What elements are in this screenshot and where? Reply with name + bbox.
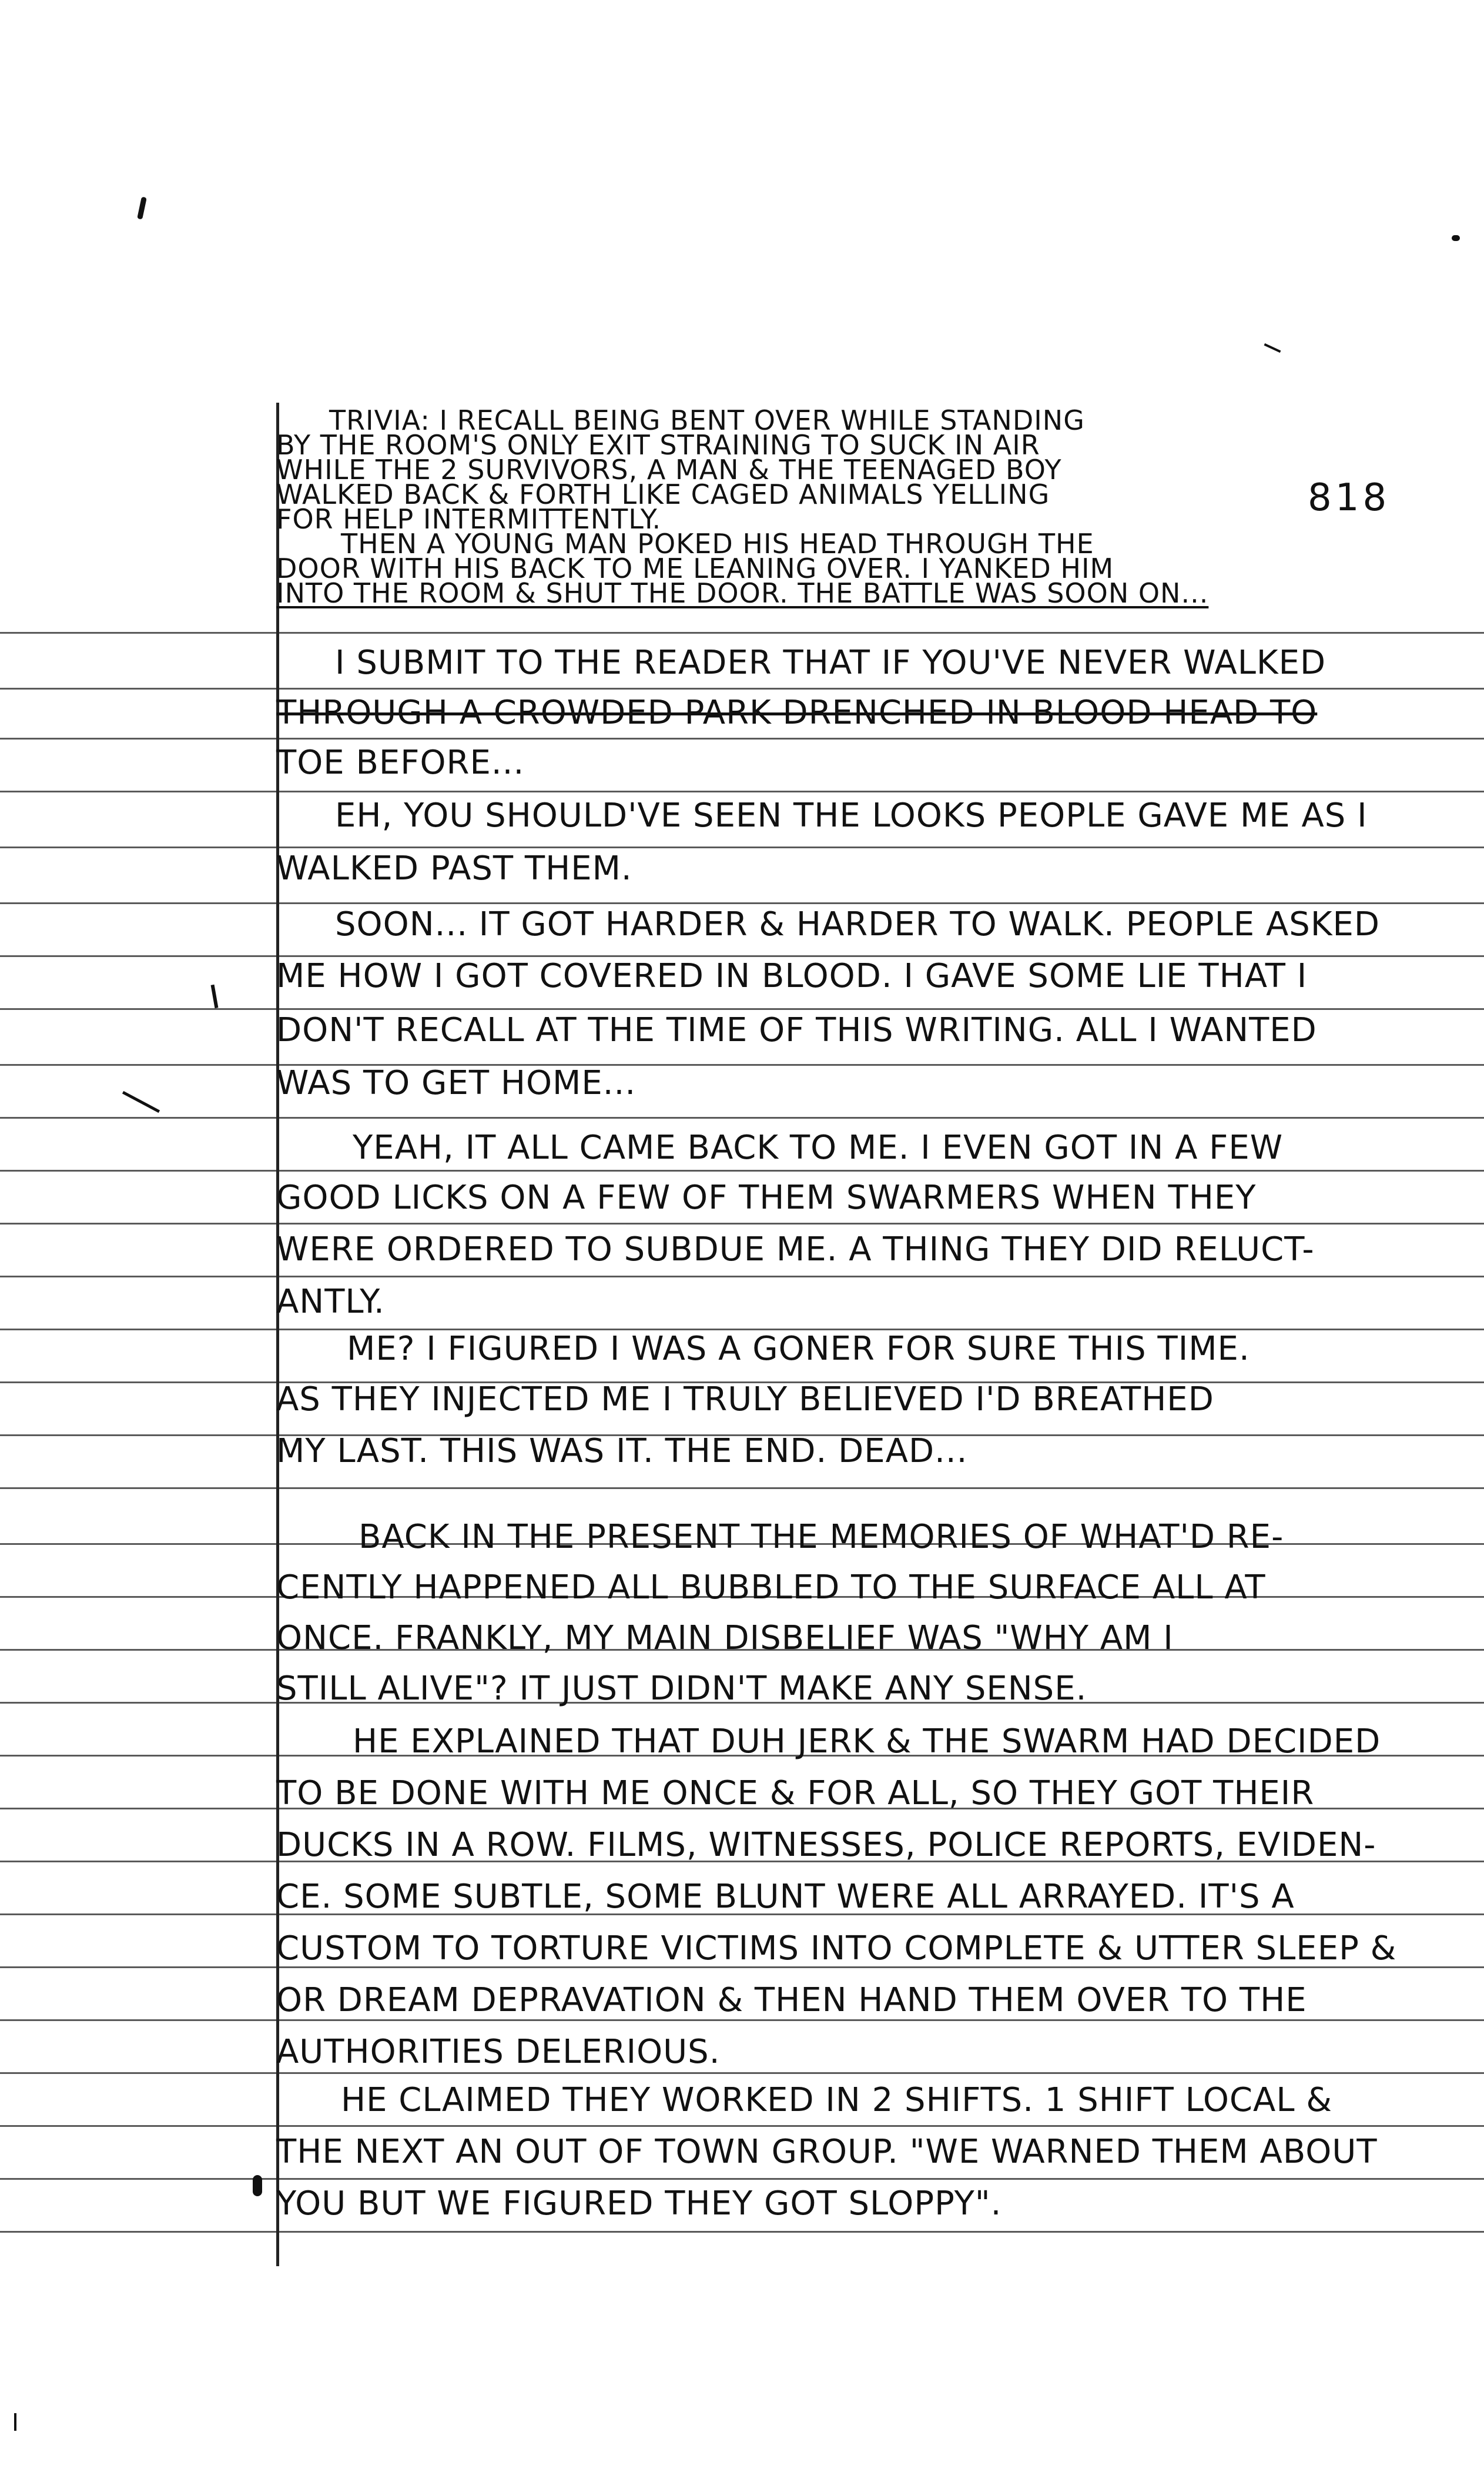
text-line: HE CLAIMED THEY WORKED IN 2 SHIFTS. 1 SHIFT LOCAL & <box>341 2081 1333 2119</box>
text-line: ME? I FIGURED I WAS A GONER FOR SURE THIS TIME. <box>347 1330 1250 1368</box>
text-line: EH, YOU SHOULD'VE SEEN THE LOOKS PEOPLE GAVE ME AS I <box>335 797 1368 835</box>
text-line: CENTLY HAPPENED ALL BUBBLED TO THE SURFACE ALL AT <box>276 1568 1266 1607</box>
ink-speck <box>137 196 147 219</box>
text-line: DUCKS IN A ROW. FILMS, WITNESSES, POLICE REPORTS, EVIDEN- <box>276 1826 1376 1864</box>
ink-speck <box>211 985 219 1008</box>
text-line: CE. SOME SUBTLE, SOME BLUNT WERE ALL ARRAYED. IT'S A <box>276 1878 1295 1916</box>
text-line: TOE BEFORE... <box>276 744 525 782</box>
note-line: DOOR WITH HIS BACK TO ME LEANING OVER. I YANKED HIM <box>276 553 1114 584</box>
ink-speck <box>14 2413 16 2431</box>
ruled-line <box>0 902 1484 904</box>
text-line: CUSTOM TO TORTURE VICTIMS INTO COMPLETE & UTTER SLEEP & <box>276 1929 1397 1968</box>
text-line: DON'T RECALL AT THE TIME OF THIS WRITING. ALL I WANTED <box>276 1011 1317 1049</box>
ruled-line <box>0 632 1484 634</box>
ruled-line <box>0 1223 1484 1225</box>
ruled-line <box>0 847 1484 848</box>
ruled-line <box>0 2072 1484 2074</box>
text-line: YOU BUT WE FIGURED THEY GOT SLOPPY". <box>276 2184 1002 2223</box>
ruled-line <box>0 1117 1484 1119</box>
text-line: MY LAST. THIS WAS IT. THE END. DEAD... <box>276 1432 968 1470</box>
text-line: WAS TO GET HOME... <box>276 1064 637 1102</box>
text-line: THROUGH A CROWDED PARK DRENCHED IN BLOOD HEAD TO <box>276 694 1318 732</box>
note-line: THEN A YOUNG MAN POKED HIS HEAD THROUGH THE <box>341 528 1094 560</box>
text-line: STILL ALIVE"? IT JUST DIDN'T MAKE ANY SENSE. <box>276 1670 1087 1708</box>
text-line: WALKED PAST THEM. <box>276 849 632 888</box>
ink-speck <box>1264 343 1281 353</box>
ruled-line <box>0 1487 1484 1489</box>
ruled-line <box>0 1008 1484 1010</box>
text-line: ANTLY. <box>276 1283 385 1321</box>
text-line: ONCE. FRANKLY, MY MAIN DISBELIEF WAS "WHY AM I <box>276 1619 1174 1657</box>
note-line: TRIVIA: I RECALL BEING BENT OVER WHILE STANDING <box>329 404 1085 436</box>
text-line: AS THEY INJECTED ME I TRULY BELIEVED I'D BREATHED <box>276 1380 1214 1418</box>
ruled-line <box>0 2231 1484 2233</box>
text-line: BACK IN THE PRESENT THE MEMORIES OF WHAT'D RE- <box>359 1518 1284 1556</box>
ruled-line <box>0 1064 1484 1066</box>
ruled-line <box>0 2178 1484 2180</box>
ink-speck <box>122 1091 160 1113</box>
text-line: HE EXPLAINED THAT DUH JERK & THE SWARM HAD DECIDED <box>353 1722 1381 1761</box>
text-line: WERE ORDERED TO SUBDUE ME. A THING THEY DID RELUCT- <box>276 1230 1315 1269</box>
text-line: GOOD LICKS ON A FEW OF THEM SWARMERS WHEN THEY <box>276 1179 1257 1217</box>
note-line: INTO THE ROOM & SHUT THE DOOR. THE BATTLE WAS SOON ON... <box>276 577 1209 609</box>
note-line: BY THE ROOM'S ONLY EXIT STRAINING TO SUCK IN AIR <box>276 429 1040 461</box>
note-line: FOR HELP INTERMITTENTLY. <box>276 503 662 535</box>
page-number: 818 <box>1308 476 1391 520</box>
text-line: THE NEXT AN OUT OF TOWN GROUP. "WE WARNED THEM ABOUT <box>276 2133 1378 2171</box>
text-line: TO BE DONE WITH ME ONCE & FOR ALL, SO THEY GOT THEIR <box>276 1774 1315 1812</box>
text-line: AUTHORITIES DELERIOUS. <box>276 2033 721 2071</box>
text-line: SOON... IT GOT HARDER & HARDER TO WALK. PEOPLE ASKED <box>335 905 1381 944</box>
text-line: ME HOW I GOT COVERED IN BLOOD. I GAVE SOME LIE THAT I <box>276 957 1308 995</box>
ruled-line <box>0 688 1484 690</box>
ink-speck <box>1452 235 1460 241</box>
text-line: I SUBMIT TO THE READER THAT IF YOU'VE NEVER WALKED <box>335 644 1326 682</box>
ruled-line <box>0 738 1484 740</box>
ruled-line <box>0 791 1484 792</box>
note-line: WALKED BACK & FORTH LIKE CAGED ANIMALS YELLING <box>276 479 1050 510</box>
note-line: WHILE THE 2 SURVIVORS, A MAN & THE TEENAGED BOY <box>276 454 1062 486</box>
ruled-line <box>0 2019 1484 2021</box>
text-line: OR DREAM DEPRAVATION & THEN HAND THEM OVER TO THE <box>276 1981 1307 2019</box>
text-line: YEAH, IT ALL CAME BACK TO ME. I EVEN GOT IN A FEW <box>353 1129 1284 1167</box>
ruled-line <box>0 1170 1484 1172</box>
ruled-line <box>0 1276 1484 1277</box>
ruled-line <box>0 2125 1484 2127</box>
ink-speck <box>253 2175 262 2196</box>
